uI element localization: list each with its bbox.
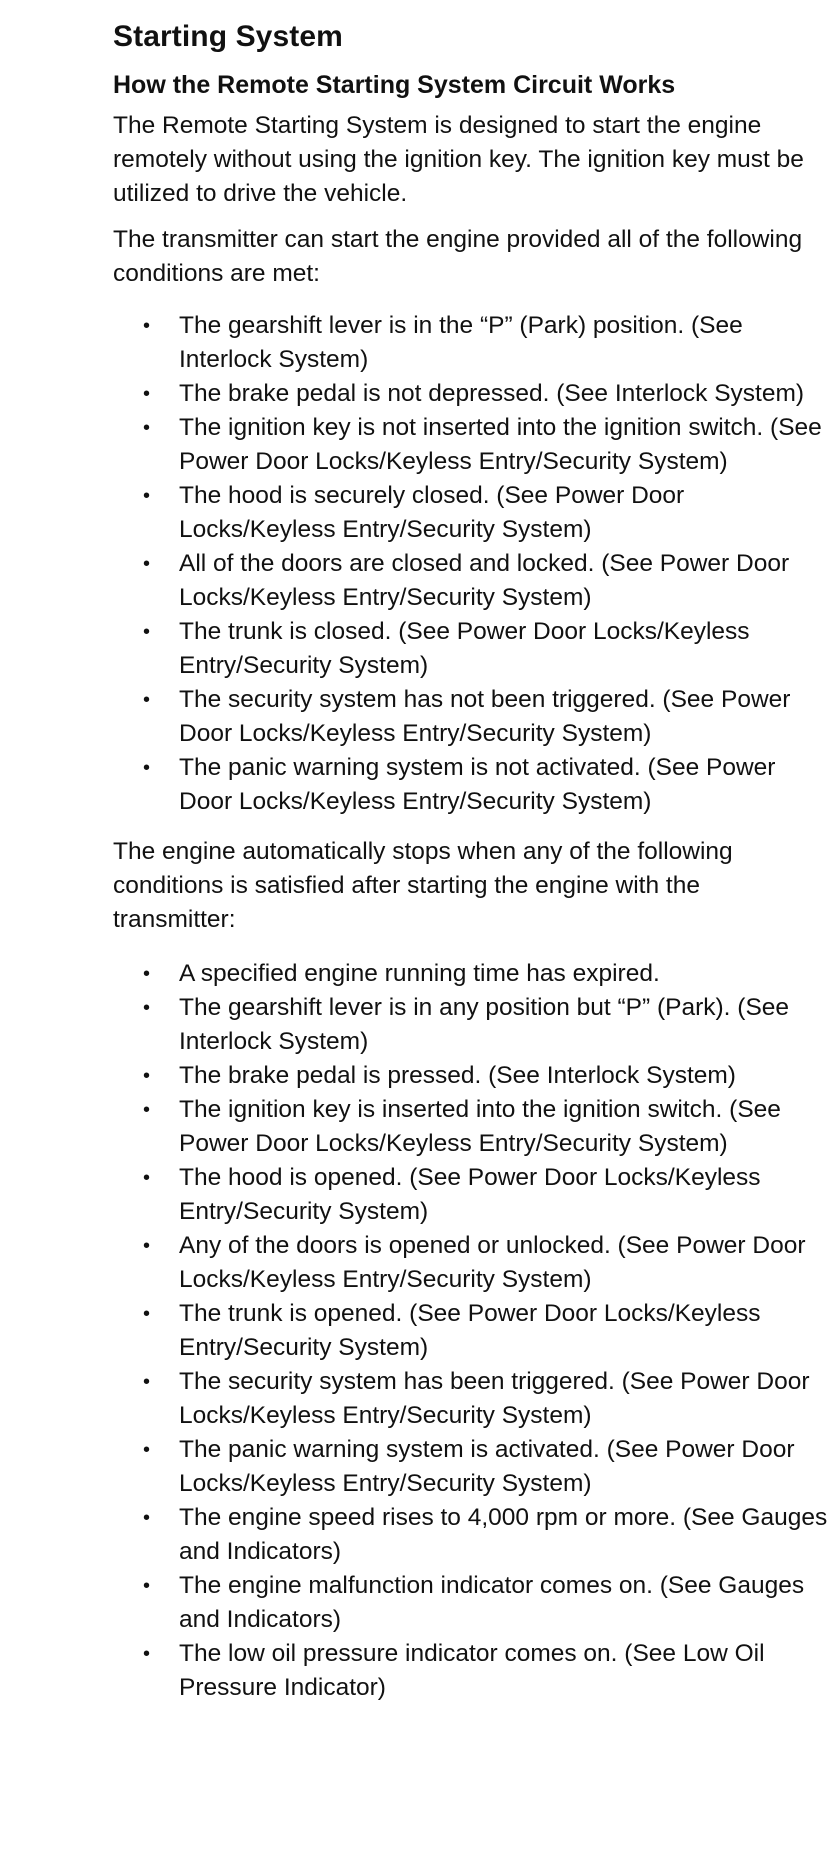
list-item: • The hood is securely closed. (See Power Door Locks/Keyless Entry/Security System) — [179, 479, 828, 547]
stop-conditions-intro: The engine automatically stops when any of the following conditions is satisfied after starting the engine with the transmitter: — [113, 837, 733, 933]
stop-conditions-list — [113, 957, 828, 1705]
bullet-icon: • — [143, 1302, 151, 1325]
start-conditions-intro: The transmitter can start the engine provided all of the following conditions are met: — [113, 225, 803, 287]
list-item: • The hood is opened. (See Power Door Locks/Keyless Entry/Security System) — [179, 1161, 828, 1229]
bullet-icon: • — [143, 620, 151, 643]
bullet-icon: • — [143, 416, 151, 439]
bullet-icon: • — [143, 1506, 151, 1529]
list-item: • The security system has not been triggered. (See Power Door Locks/Keyless Entry/Security System) — [179, 683, 828, 751]
list-item: • The trunk is opened. (See Power Door Locks/Keyless Entry/Security System) — [179, 1297, 828, 1365]
bullet-icon: • — [143, 1642, 151, 1665]
list-item: • The trunk is closed. (See Power Door Locks/Keyless Entry/Security System) — [179, 615, 828, 683]
list-item: • The brake pedal is pressed. (See Interlock System) — [179, 1059, 828, 1093]
bullet-icon: • — [143, 552, 151, 575]
bullet-icon: • — [143, 382, 151, 405]
bullet-icon: • — [143, 1370, 151, 1393]
bullet-icon: • — [143, 756, 151, 779]
bullet-icon: • — [143, 688, 151, 711]
list-item: • A specified engine running time has expired. — [179, 957, 828, 991]
bullet-icon: • — [143, 1098, 151, 1121]
list-item: • The engine malfunction indicator comes on. (See Gauges and Indicators) — [179, 1569, 828, 1637]
list-item: • Any of the doors is opened or unlocked. (See Power Door Locks/Keyless Entry/Security System) — [179, 1229, 828, 1297]
bullet-icon: • — [143, 1234, 151, 1257]
bullet-icon: • — [143, 1438, 151, 1461]
intro-paragraph: The Remote Starting System is designed to start the engine remotely without using the ignition key. The ignition key must be utilized to drive the vehicle. — [113, 111, 804, 207]
page-title: Starting System — [113, 20, 343, 53]
list-item: • The ignition key is inserted into the ignition switch. (See Power Door Locks/Keyless Entry/Security System) — [179, 1093, 828, 1161]
bullet-icon: • — [143, 1064, 151, 1087]
document-page — [113, 18, 828, 1721]
list-item: • The gearshift lever is in any position but “P” (Park). (See Interlock System) — [179, 991, 828, 1059]
list-item: • The panic warning system is not activated. (See Power Door Locks/Keyless Entry/Security System) — [179, 751, 828, 819]
bullet-icon: • — [143, 314, 151, 337]
list-item: • The engine speed rises to 4,000 rpm or more. (See Gauges and Indicators) — [179, 1501, 828, 1569]
bullet-icon: • — [143, 1574, 151, 1597]
bullet-icon: • — [143, 962, 151, 985]
list-item: • The gearshift lever is in the “P” (Park) position. (See Interlock System) — [179, 309, 828, 377]
bullet-icon: • — [143, 1166, 151, 1189]
bullet-icon: • — [143, 996, 151, 1019]
list-item: • All of the doors are closed and locked. (See Power Door Locks/Keyless Entry/Security System) — [179, 547, 828, 615]
bullet-icon: • — [143, 484, 151, 507]
list-item: • The low oil pressure indicator comes on. (See Low Oil Pressure Indicator) — [179, 1637, 828, 1705]
list-item: • The brake pedal is not depressed. (See Interlock System) — [179, 377, 828, 411]
start-conditions-list — [113, 309, 828, 819]
list-item: • The security system has been triggered. (See Power Door Locks/Keyless Entry/Security System) — [179, 1365, 828, 1433]
list-item: • The panic warning system is activated. (See Power Door Locks/Keyless Entry/Security System) — [179, 1433, 828, 1501]
section-subtitle: How the Remote Starting System Circuit Works — [113, 70, 676, 99]
list-item: • The ignition key is not inserted into the ignition switch. (See Power Door Locks/Keyless Entry/Security System) — [179, 411, 828, 479]
